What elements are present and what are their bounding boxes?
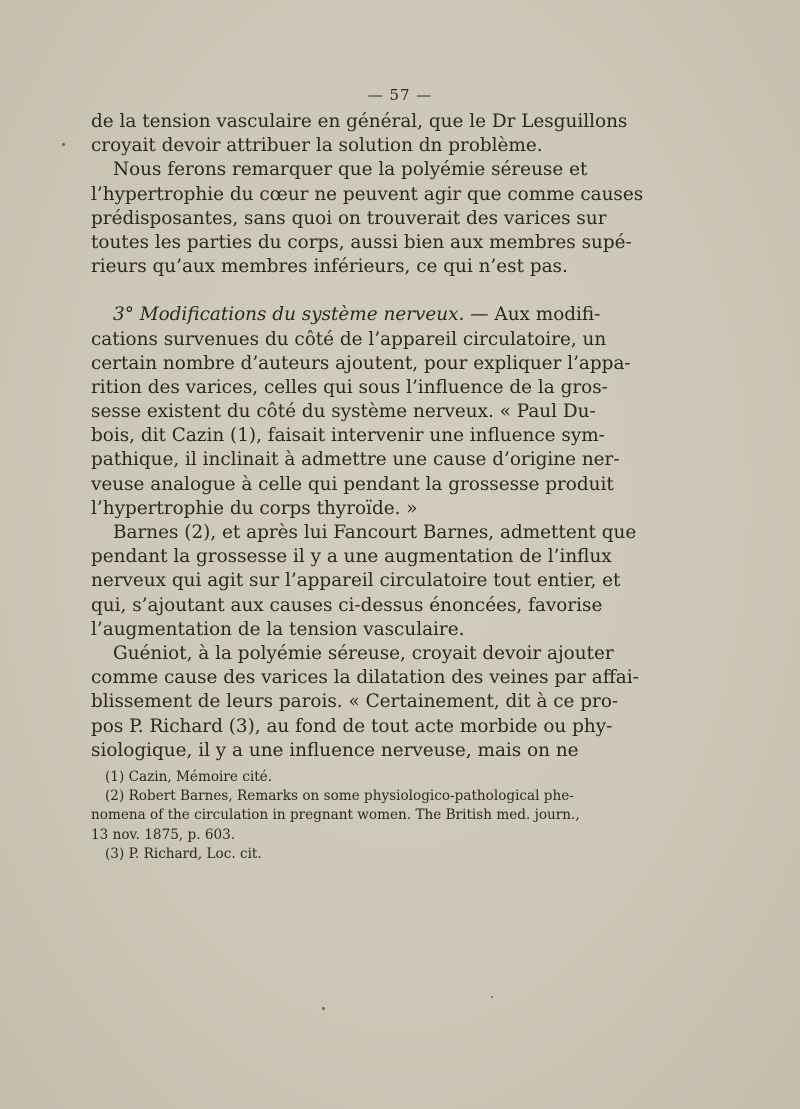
text-line: l’hypertrophie du corps thyroïde. » bbox=[91, 497, 418, 519]
footnote-line: (3) P. Richard, Loc. cit. bbox=[105, 845, 262, 862]
paragraph-gap bbox=[91, 279, 527, 303]
text-line: nerveux qui agit sur l’appareil circulatoire tout entier, et bbox=[91, 570, 621, 592]
footnotes bbox=[91, 768, 580, 864]
paper-speck bbox=[322, 1007, 325, 1010]
text-line: qui, s’ajoutant aux causes ci-dessus énoncées, favorise bbox=[91, 594, 603, 616]
text-line: sesse existent du côté du système nerveux. « Paul Du- bbox=[91, 401, 596, 423]
paper-speck bbox=[62, 143, 65, 146]
text-line: Nous ferons remarquer que la polyémie séreuse et bbox=[113, 159, 588, 181]
text-line: cations survenues du côté de l’appareil circulatoire, un bbox=[91, 328, 607, 350]
page-number: — 57 — bbox=[367, 86, 433, 104]
text-line: veuse analogue à celle qui pendant la grossesse produit bbox=[91, 473, 614, 495]
section-heading-line bbox=[91, 303, 601, 327]
text-line: certain nombre d’auteurs ajoutent, pour expliquer l’appa- bbox=[91, 352, 631, 374]
text-line: l’hypertrophie du cœur ne peuvent agir que comme causes bbox=[91, 183, 644, 205]
text-line: bois, dit Cazin (1), faisait intervenir une influence sym- bbox=[91, 425, 605, 447]
paper-speck bbox=[491, 996, 493, 998]
main-text bbox=[91, 110, 644, 763]
footnote-line: (1) Cazin, Mémoire cité. bbox=[105, 769, 273, 785]
text-line: toutes les parties du corps, aussi bien aux membres supé- bbox=[91, 231, 632, 253]
section-title: 3° Modifications du système nerveux. bbox=[113, 304, 465, 326]
text-line: Guéniot, à la polyémie séreuse, croyait devoir ajouter bbox=[113, 642, 614, 664]
text-line: rieurs qu’aux membres inférieurs, ce qui n’est pas. bbox=[91, 256, 568, 278]
footnote-line: (2) Robert Barnes, Remarks on some physiologico-pathological phe- bbox=[105, 788, 574, 805]
text-line: croyait devoir attribuer la solution dn problème. bbox=[91, 135, 543, 157]
footnote-line: 13 nov. 1875, p. 603. bbox=[91, 826, 236, 843]
text-line: blissement de leurs parois. « Certainement, dit à ce pro- bbox=[91, 691, 619, 713]
text-line: rition des varices, celles qui sous l’influence de la gros- bbox=[91, 376, 608, 398]
text-line: Barnes (2), et après lui Fancourt Barnes, admettent que bbox=[113, 522, 637, 543]
text-line: pathique, il inclinait à admettre une cause d’origine ner- bbox=[91, 449, 620, 471]
text-line: de la tension vasculaire en général, que le Dr Lesguillons bbox=[91, 111, 628, 132]
text-line: siologique, il y a une influence nerveuse, mais on ne bbox=[91, 739, 579, 761]
text-fragment: — Aux modifi- bbox=[464, 304, 601, 326]
text-line: l’augmentation de la tension vasculaire. bbox=[91, 618, 465, 640]
text-line: prédisposantes, sans quoi on trouverait des varices sur bbox=[91, 207, 607, 229]
text-line: comme cause des varices la dilatation des veines par affai- bbox=[91, 667, 639, 689]
text-line: pos P. Richard (3), au fond de tout acte morbide ou phy- bbox=[91, 715, 613, 737]
text-line: pendant la grossesse il y a une augmentation de l’influx bbox=[91, 546, 612, 568]
footnote-line: nomena of the circulation in pregnant women. The British med. journ., bbox=[91, 807, 580, 824]
